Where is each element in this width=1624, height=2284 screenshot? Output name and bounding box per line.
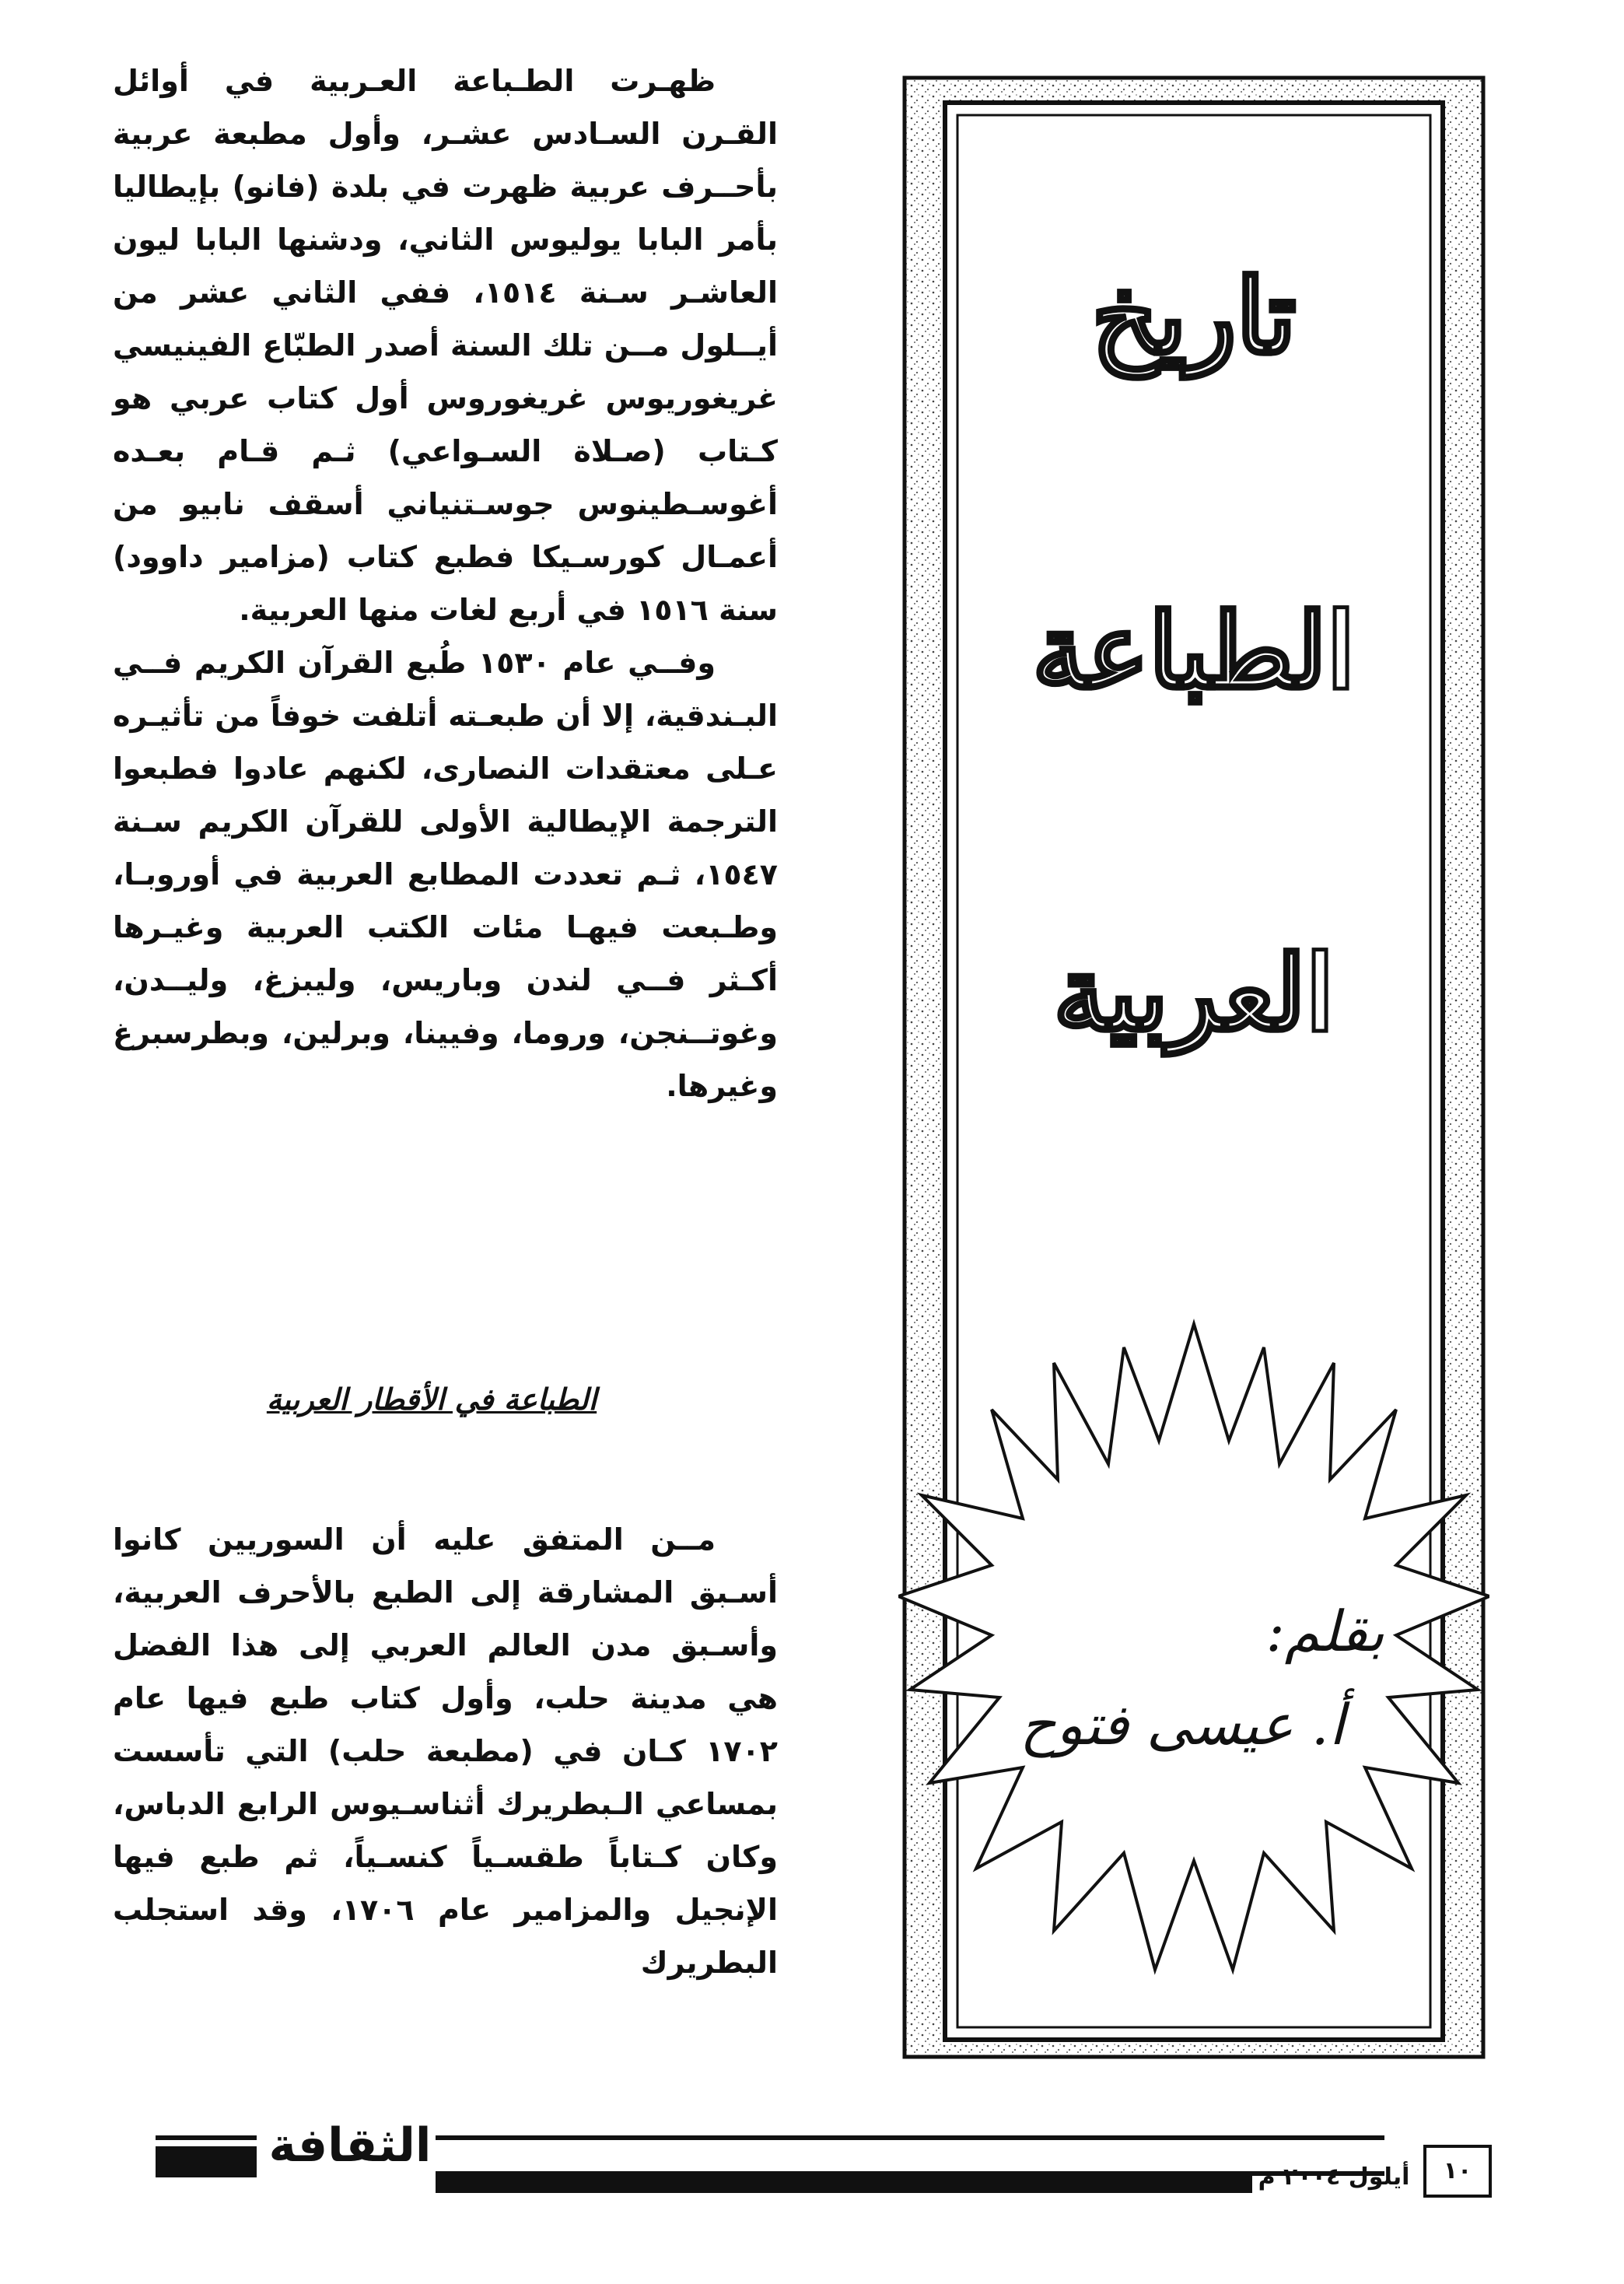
section-heading: الطباعة في الأقطار العربية bbox=[266, 1382, 597, 1417]
article-body-section-2 bbox=[113, 1513, 778, 1989]
footer-rule bbox=[436, 2135, 1384, 2176]
page-footer bbox=[156, 2118, 1493, 2198]
magazine-logo: الثقافة bbox=[268, 2118, 432, 2173]
title-line-1: تاريخ bbox=[1091, 257, 1297, 377]
footer-bar bbox=[436, 2176, 1252, 2193]
footer-block bbox=[156, 2146, 257, 2177]
issue-date: أيلول ٢٠٠٤ م bbox=[1258, 2163, 1410, 2191]
article-paragraph-1: ظهـرت الطـباعة العـربية في أوائل القـرن السـادس عشـر، وأول مطبعة عربية بأحــرف عربية ظهرت في بلدة (فانو) بإيطاليا بأمر البابا يوليوس الثاني، ودشنها البابا ليون العاشـر سـنة ١٥١٤، ففي الثاني عشر من أيــلول مــن تلك السنة أصدر الطبّاع الفينيسي غريغوريوس غريغوروس أول كتاب عربي هو كـتاب (صـلاة السـواعي) ثـم قـام بعـده أغوسـطينوس جوسـتنياني أسقف نابيو من أعمـال كورسـيكا فطبع كتاب (مزامير داوود) سنة ١٥١٦ في أربع لغات منها العربية. bbox=[113, 64, 778, 627]
title-line-2: الطباعة bbox=[1032, 591, 1356, 712]
page-number: ١٠ bbox=[1423, 2145, 1492, 2198]
title-line-3: العربية bbox=[1053, 934, 1335, 1054]
article-body bbox=[113, 54, 778, 1112]
article-paragraph-3: مــن المتفق عليه أن السوريين كانوا أسـبق المشارقة إلى الطبع بالأحرف العربية، وأسـبق مدن العالم العربي إلى هذا الفضل هي مدينة حلب، وأول كتاب طبع فيها عام ١٧٠٢ كـان في (مطبعة حلب) التي تأسست بمساعي الـبطريرك أثناسـيوس الرابع الدباس، وكان كـتاباً طقسـياً كنسـياً، ثم طبع فيها الإنجيل والمزامير عام ١٧٠٦، وقد استجلب البطريرك bbox=[113, 1522, 778, 1980]
byline-author: أ. عيسى فتوح bbox=[1020, 1692, 1345, 1757]
article-paragraph-2: وفــي عام ١٥٣٠ طُبع القرآن الكريم فــي البـندقية، إلا أن طبعـته أتلفت خوفاً من تأثيـره عـلى معتقدات النصارى، لكنهم عادوا فطبعوا الترجمة الإيطالية الأولى للقرآن الكريم سـنة ١٥٤٧، ثـم تعددت المطابع العربية في أوروبـا، وطـبعت فيهـا مئات الكتب العربية وغيـرها أكـثر فــي لندن وباريس، وليبزغ، وليــدن، وغوتــنجن، وروما، وفيينا، وبرلين، وبطرسبرغ وغيرها. bbox=[113, 646, 778, 1103]
byline-label: بقلم: bbox=[1265, 1599, 1384, 1664]
